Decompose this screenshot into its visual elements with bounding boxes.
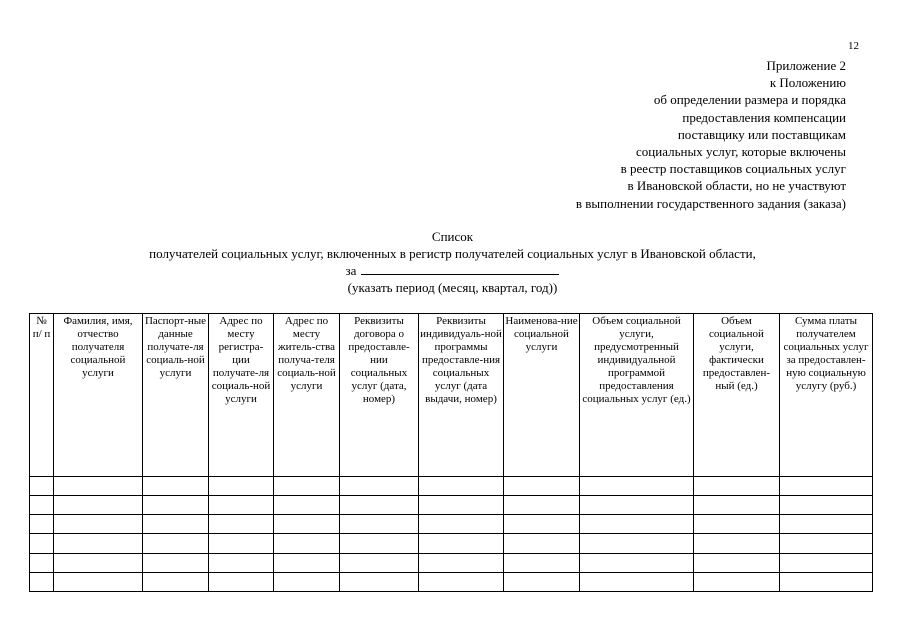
- table-cell: [30, 534, 54, 553]
- appendix-line: социальных услуг, которые включены: [636, 144, 846, 160]
- table-cell: [340, 572, 419, 591]
- table-cell: [274, 496, 340, 515]
- column-header: Реквизиты индивидуаль-ной программы предоставле-ния социальных услуг (дата выдачи, номер): [419, 314, 504, 477]
- table-cell: [209, 553, 274, 572]
- period-line: [0, 262, 905, 279]
- document-title: [0, 228, 905, 296]
- table-cell: [780, 515, 873, 534]
- table-row: [30, 534, 873, 553]
- appendix-line: предоставления компенсации: [682, 109, 846, 125]
- table-row: [30, 515, 873, 534]
- table-cell: [340, 553, 419, 572]
- table-cell: [419, 515, 504, 534]
- table-row: [30, 572, 873, 591]
- title-heading: Список: [431, 229, 474, 244]
- table-cell: [419, 534, 504, 553]
- table-cell: [504, 534, 580, 553]
- appendix-line: в выполнении государственного задания (заказа): [575, 195, 846, 211]
- page-number: 12: [848, 40, 859, 52]
- table-cell: [580, 553, 694, 572]
- table-row: [30, 496, 873, 515]
- column-header: Паспорт-ные данные получате-ля социаль-ной услуги: [143, 314, 209, 477]
- table-cell: [274, 572, 340, 591]
- table-cell: [143, 553, 209, 572]
- table-cell: [209, 477, 274, 496]
- table-cell: [209, 572, 274, 591]
- table-cell: [504, 515, 580, 534]
- table-cell: [580, 496, 694, 515]
- period-blank-field: [361, 262, 559, 275]
- column-header: Фамилия, имя, отчество получателя социальной услуги: [54, 314, 143, 477]
- table-cell: [143, 534, 209, 553]
- appendix-line: в реестр поставщиков социальных услуг: [620, 161, 846, 177]
- period-hint: (указать период (месяц, квартал, год)): [347, 280, 558, 295]
- table-cell: [274, 515, 340, 534]
- table-cell: [30, 572, 54, 591]
- appendix-header: [576, 57, 846, 212]
- table-cell: [30, 477, 54, 496]
- table-cell: [694, 553, 780, 572]
- appendix-line: Приложение 2: [766, 58, 846, 73]
- table-header-row: [30, 314, 873, 477]
- table-cell: [209, 534, 274, 553]
- table-cell: [143, 515, 209, 534]
- column-header: Реквизиты договора о предоставле-нии социальных услуг (дата, номер): [340, 314, 419, 477]
- table-row: [30, 477, 873, 496]
- table-cell: [694, 477, 780, 496]
- table-cell: [580, 477, 694, 496]
- table-cell: [30, 496, 54, 515]
- table-cell: [419, 553, 504, 572]
- table-cell: [580, 515, 694, 534]
- table-cell: [504, 477, 580, 496]
- table-body: [30, 477, 873, 592]
- table-cell: [694, 572, 780, 591]
- column-header: Объем социальной услуги, предусмотренный индивидуальной программой предоставления социальных услуг (ед.): [580, 314, 694, 477]
- appendix-line: об определении размера и порядка: [653, 92, 846, 108]
- table-cell: [780, 534, 873, 553]
- title-subheading: получателей социальных услуг, включенных в регистр получателей социальных услуг в Ивановской области,: [149, 246, 756, 261]
- table-cell: [54, 515, 143, 534]
- column-header: Адрес по месту житель-ства получа-теля социаль-ной услуги: [274, 314, 340, 477]
- table-cell: [30, 553, 54, 572]
- table-cell: [419, 477, 504, 496]
- table-cell: [504, 496, 580, 515]
- table-cell: [580, 534, 694, 553]
- table-cell: [780, 553, 873, 572]
- table-cell: [209, 496, 274, 515]
- table-cell: [780, 572, 873, 591]
- table-cell: [780, 496, 873, 515]
- table-cell: [30, 515, 54, 534]
- table-cell: [580, 572, 694, 591]
- table-row: [30, 553, 873, 572]
- table-cell: [209, 515, 274, 534]
- appendix-line: поставщику или поставщикам: [677, 126, 846, 142]
- column-header: № п/ п: [30, 314, 54, 477]
- table-cell: [54, 572, 143, 591]
- column-header: Наименова-ние социальной услуги: [504, 314, 580, 477]
- table-cell: [143, 572, 209, 591]
- table-cell: [419, 496, 504, 515]
- table-cell: [694, 515, 780, 534]
- table-cell: [340, 515, 419, 534]
- table-cell: [54, 534, 143, 553]
- column-header: Объем социальной услуги, фактически предоставлен-ный (ед.): [694, 314, 780, 477]
- table-cell: [694, 534, 780, 553]
- column-header: Сумма платы получателем социальных услуг за предоставлен-ную социальную услугу (руб.): [780, 314, 873, 477]
- table-cell: [504, 553, 580, 572]
- table-cell: [780, 477, 873, 496]
- table-cell: [340, 477, 419, 496]
- table-cell: [54, 496, 143, 515]
- table-cell: [274, 477, 340, 496]
- table-cell: [504, 572, 580, 591]
- table-cell: [419, 572, 504, 591]
- table-cell: [274, 534, 340, 553]
- appendix-line: к Положению: [769, 75, 846, 91]
- table-cell: [143, 477, 209, 496]
- period-prefix: за: [345, 263, 357, 278]
- appendix-line: в Ивановской области, но не участвуют: [627, 178, 846, 194]
- table-cell: [340, 496, 419, 515]
- column-header: Адрес по месту регистра-ции получате-ля социаль-ной услуги: [209, 314, 274, 477]
- table-cell: [340, 534, 419, 553]
- table-cell: [143, 496, 209, 515]
- table-cell: [54, 553, 143, 572]
- table-cell: [54, 477, 143, 496]
- table-cell: [274, 553, 340, 572]
- table-cell: [694, 496, 780, 515]
- recipients-table: [29, 313, 873, 592]
